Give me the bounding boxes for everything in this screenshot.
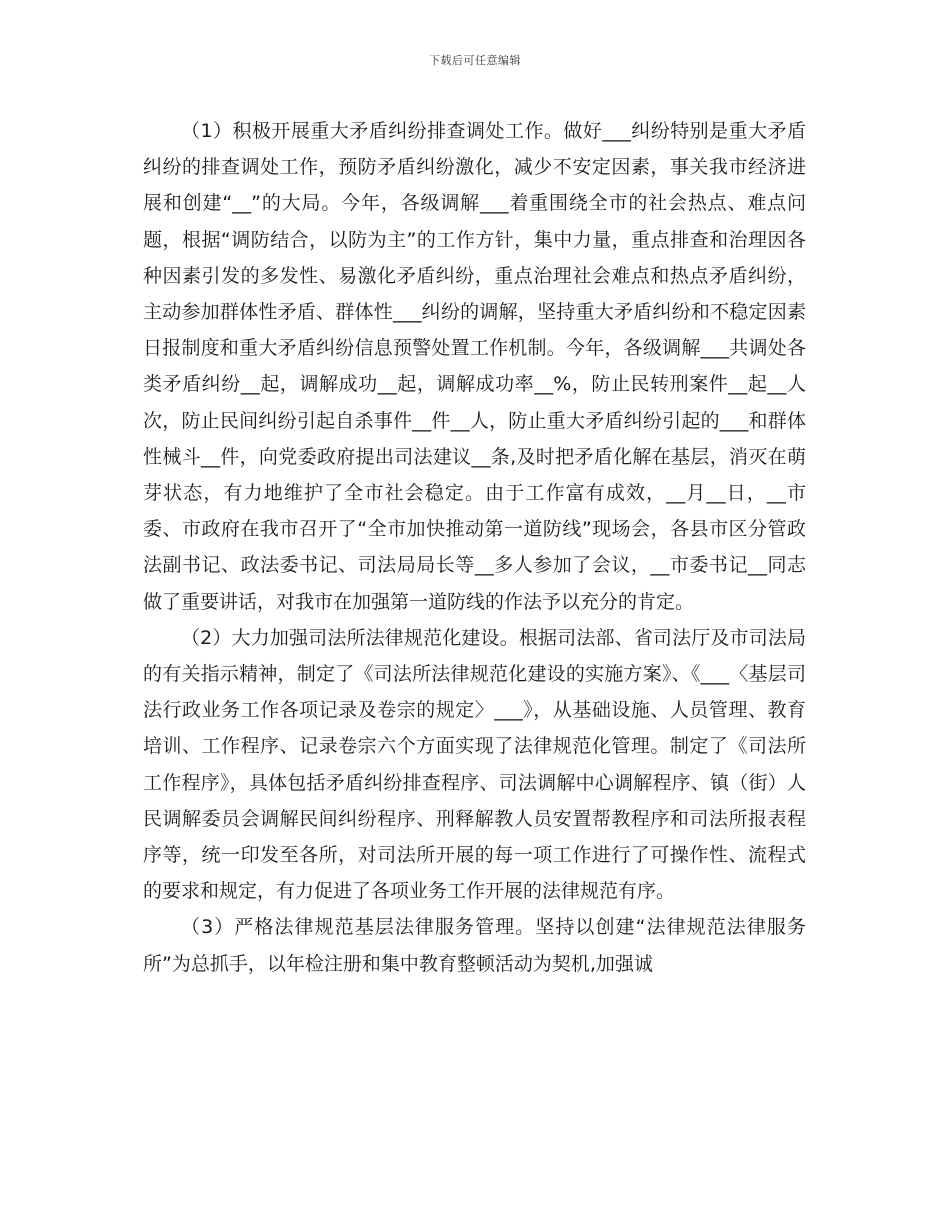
paragraph-2: （2）大力加强司法所法律规范化建设。根据司法部、省司法厅及市司法局的有关指示精神，制定了《司法所法律规范化建设的实施方案》、《___〈基层司法行政业务工作各项记录及卷宗的规定〉___》，从基础设施、人员管理、教育培训、工作程序、记录卷宗六个方面实现了法律规范化管理。制定了《司法所工作程序》，具体包括矛盾纠纷排查程序、司法调解中心调解程序、镇（街）人民调解委员会调解民间纠纷程序、刑释解教人员安置帮教程序和司法所报表程序等，统一印发至各所，对司法所开展的每一项工作进行了可操作性、流程式的要求和规定，有力促进了各项业务工作开展的法律规范有序。 — [143, 626, 806, 903]
paragraph-3: （3）严格法律规范基层法律服务管理。坚持以创建“法律规范法律服务所”为总抓手，以年检注册和集中教育整顿活动为契机,加强诚 — [143, 916, 806, 975]
document-body — [143, 113, 806, 982]
paragraph-1: （1）积极开展重大矛盾纠纷排查调处工作。做好___纠纷特别是重大矛盾纠纷的排查调处工作，预防矛盾纠纷激化，减少不安定因素，事关我市经济进展和创建“__”的大局。今年，各级调解___着重围绕全市的社会热点、难点问题，根据“调防结合，以防为主”的工作方针，集中力量，重点排查和治理因各种因素引发的多发性、易激化矛盾纠纷，重点治理社会难点和热点矛盾纠纷，主动参加群体性矛盾、群体性___纠纷的调解，坚持重大矛盾纠纷和不稳定因素日报制度和重大矛盾纠纷信息预警处置工作机制。今年，各级调解___共调处各类矛盾纠纷__起，调解成功__起，调解成功率__%，防止民转刑案件__起__人次，防止民间纠纷引起自杀事件__件__人，防止重大矛盾纠纷引起的___和群体性械斗__件，向党委政府提出司法建议__条,及时把矛盾化解在基层，消灭在萌芽状态，有力地维护了全市社会稳定。由于工作富有成效，__月__日，__市委、市政府在我市召开了“全市加快推动第一道防线”现场会，各县市区分管政法副书记、政法委书记、司法局局长等__多人参加了会议，__市委书记__同志做了重要讲话，对我市在加强第一道防线的作法予以充分的肯定。 — [143, 120, 806, 613]
page-header: 下载后可任意编辑 — [429, 54, 521, 67]
